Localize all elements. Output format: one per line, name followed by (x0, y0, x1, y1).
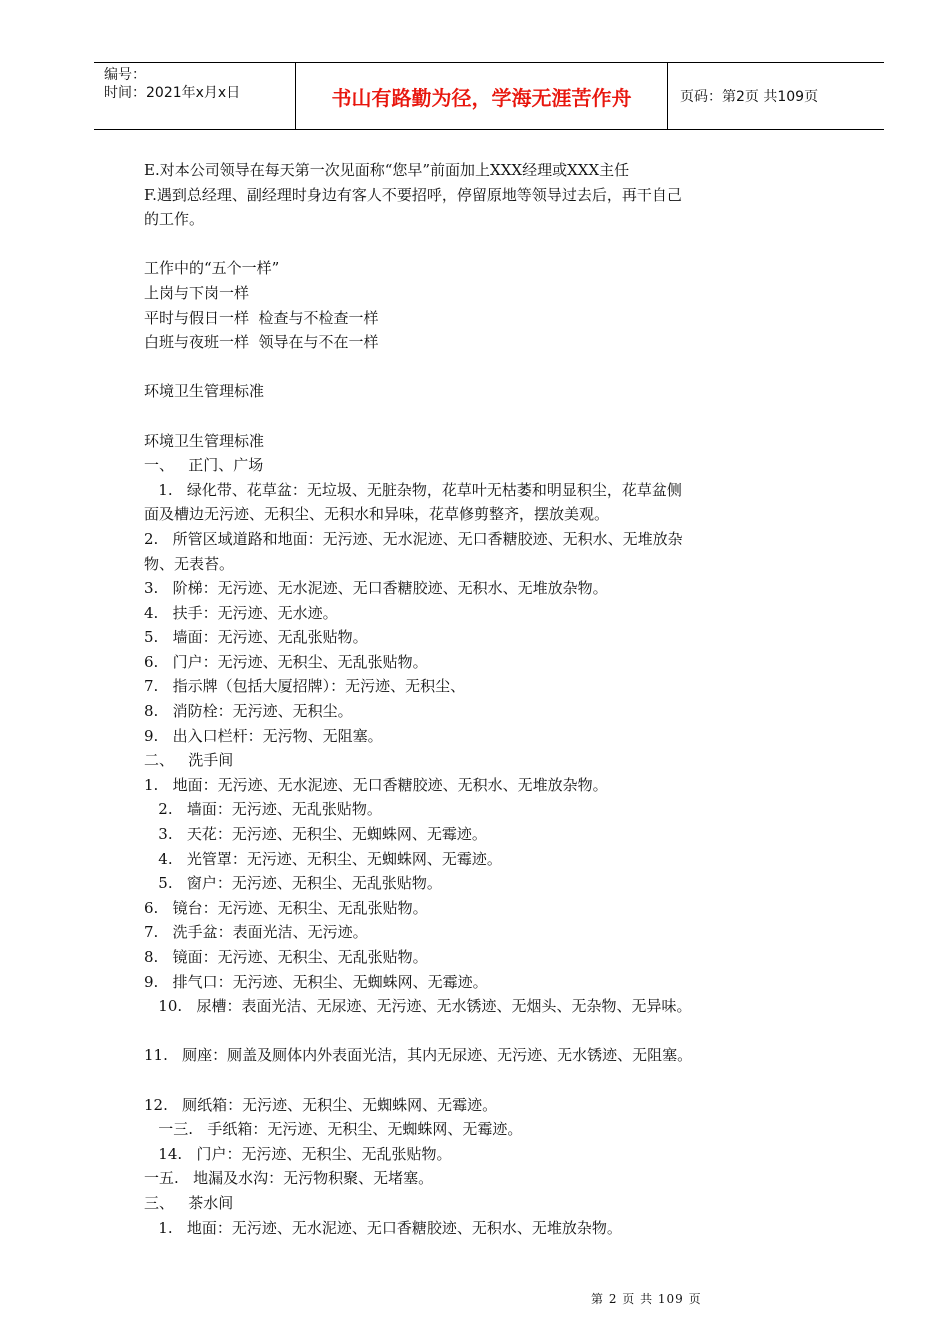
body-line: 9. 排气口：无污迹、无积尘、无蜘蛛网、无霉迹。 (144, 972, 488, 991)
header-meta-cell (94, 63, 296, 129)
body-line: 上岗与下岗一样 (144, 283, 250, 302)
body-line: 平时与假日一样 检查与不检查一样 (144, 308, 379, 327)
body-line: 6. 镜台：无污迹、无积尘、无乱张贴物。 (144, 898, 428, 917)
body-line: 7. 指示牌（包括大厦招牌）：无污迹、无积尘、 (144, 677, 466, 696)
document-time-label: 时间：2021年x月x日 (104, 85, 241, 101)
body-line: 3. 阶梯：无污迹、无水泥迹、无口香糖胶迹、无积水、无堆放杂物。 (144, 579, 608, 598)
body-line: 物、无表苔。 (144, 554, 235, 573)
body-line: 白班与夜班一样 领导在与不在一样 (144, 333, 379, 352)
body-line: 10. 尿槽：表面光洁、无尿迹、无污迹、无水锈迹、无烟头、无杂物、无异味。 (144, 997, 692, 1016)
body-line: 面及槽边无污迹、无积尘、无积水和异味，花草修剪整齐，摆放美观。 (144, 505, 610, 524)
document-body (144, 158, 844, 1240)
body-line: 环境卫生管理标准 (144, 431, 265, 450)
body-line: 的工作。 (144, 210, 205, 229)
header-motto: 书山有路勤为径，学海无涯苦作舟 (296, 63, 668, 129)
body-line: 三、 茶水间 (144, 1193, 234, 1212)
body-line: 6. 门户：无污迹、无积尘、无乱张贴物。 (144, 652, 428, 671)
body-line: 11. 厕座：厕盖及厕体内外表面光洁，其内无尿迹、无污迹、无水锈迹、无阻塞。 (144, 1046, 693, 1065)
body-line: 一五. 地漏及水沟：无污物积聚、无堵塞。 (144, 1169, 434, 1188)
header-table (94, 62, 884, 130)
blank-line (144, 1068, 844, 1093)
body-line: 9. 出入口栏杆：无污物、无阻塞。 (144, 726, 383, 745)
body-line: 3. 天花：无污迹、无积尘、无蜘蛛网、无霉迹。 (144, 825, 487, 844)
blank-line (144, 355, 844, 380)
blank-line (144, 232, 844, 257)
body-line: 1. 地面：无污迹、无水泥迹、无口香糖胶迹、无积水、无堆放杂物。 (144, 775, 608, 794)
header-page-code: 页码：第2页 共109页 (680, 89, 819, 105)
body-line: 5. 窗户：无污迹、无积尘、无乱张贴物。 (144, 874, 442, 893)
document-number-label: 编号： (104, 67, 146, 83)
body-line: 7. 洗手盆：表面光洁、无污迹。 (144, 923, 368, 942)
body-line: 二、 洗手间 (144, 751, 234, 770)
page-footer: 第 2 页 共 109 页 (591, 1292, 702, 1306)
body-line: 1. 地面：无污迹、无水泥迹、无口香糖胶迹、无积水、无堆放杂物。 (144, 1218, 622, 1237)
blank-line (144, 1019, 844, 1044)
body-line: 4. 扶手：无污迹、无水迹。 (144, 603, 338, 622)
body-line: 工作中的“五个一样” (144, 259, 280, 278)
body-line: 14. 门户：无污迹、无积尘、无乱张贴物。 (144, 1144, 452, 1163)
body-line: 2. 墙面：无污迹、无乱张贴物。 (144, 800, 382, 819)
body-line: F.遇到总经理、副经理时身边有客人不要招呼，停留原地等领导过去后，再干自己 (144, 185, 682, 204)
body-line: 2. 所管区域道路和地面：无污迹、无水泥迹、无口香糖胶迹、无积水、无堆放杂 (144, 529, 683, 548)
body-line: 4. 光管罩：无污迹、无积尘、无蜘蛛网、无霉迹。 (144, 849, 502, 868)
body-line: 1. 绿化带、花草盆：无垃圾、无脏杂物，花草叶无枯萎和明显积尘，花草盆侧 (144, 480, 682, 499)
body-line: 一三. 手纸箱：无污迹、无积尘、无蜘蛛网、无霉迹。 (144, 1120, 523, 1139)
body-line: 12. 厕纸箱：无污迹、无积尘、无蜘蛛网、无霉迹。 (144, 1095, 498, 1114)
body-line: 一、 正门、广场 (144, 456, 264, 475)
blank-line (144, 404, 844, 429)
body-line: 环境卫生管理标准 (144, 382, 265, 401)
body-line: E.对本公司领导在每天第一次见面称“您早”前面加上XXX经理或XXX主任 (144, 161, 630, 179)
body-line: 5. 墙面：无污迹、无乱张贴物。 (144, 628, 368, 647)
body-line: 8. 镜面：无污迹、无积尘、无乱张贴物。 (144, 948, 428, 966)
body-line: 8. 消防栓：无污迹、无积尘。 (144, 702, 353, 721)
